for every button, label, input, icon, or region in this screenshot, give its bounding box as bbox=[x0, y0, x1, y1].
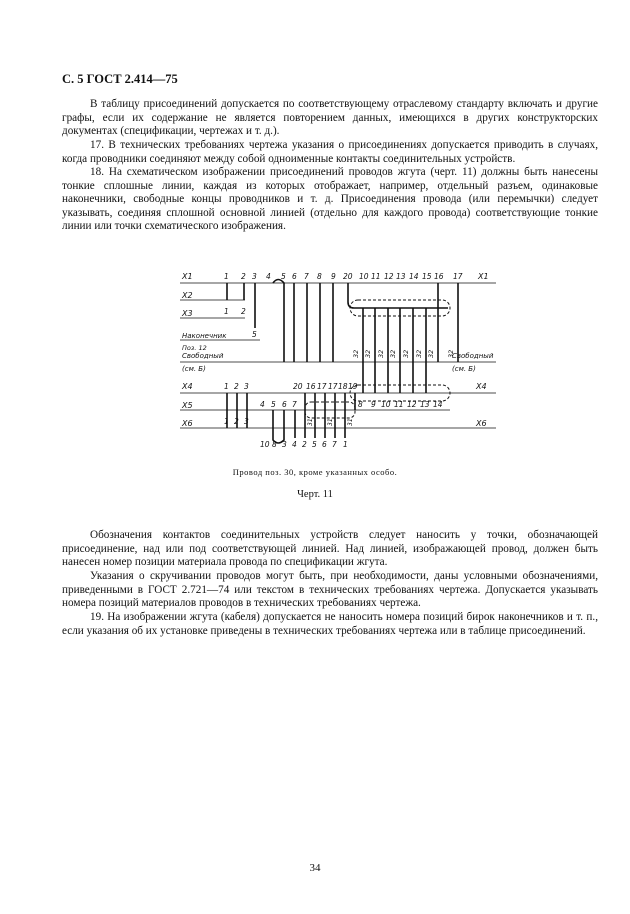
svg-text:32: 32 bbox=[447, 349, 455, 358]
svg-text:12: 12 bbox=[407, 400, 417, 409]
svg-text:16: 16 bbox=[306, 382, 316, 391]
svg-text:1: 1 bbox=[224, 307, 229, 316]
svg-text:32: 32 bbox=[427, 349, 435, 358]
svg-text:4: 4 bbox=[260, 400, 265, 409]
svg-text:11: 11 bbox=[394, 400, 404, 409]
svg-text:10: 10 bbox=[381, 400, 391, 409]
svg-text:10: 10 bbox=[260, 440, 270, 449]
svg-text:X4: X4 bbox=[476, 382, 487, 391]
svg-text:(см. Б): (см. Б) bbox=[182, 365, 206, 373]
svg-text:8: 8 bbox=[317, 272, 322, 281]
svg-text:17: 17 bbox=[317, 382, 327, 391]
svg-text:9: 9 bbox=[371, 400, 376, 409]
svg-text:11: 11 bbox=[371, 272, 381, 281]
svg-text:4: 4 bbox=[266, 272, 271, 281]
page-number: 34 bbox=[309, 862, 321, 874]
svg-text:2: 2 bbox=[234, 382, 239, 391]
svg-text:12: 12 bbox=[384, 272, 394, 281]
svg-text:7: 7 bbox=[292, 400, 297, 409]
svg-text:8: 8 bbox=[272, 440, 277, 449]
harness-connection-diagram bbox=[180, 268, 510, 458]
svg-text:5: 5 bbox=[281, 272, 286, 281]
svg-text:1: 1 bbox=[224, 272, 229, 281]
svg-text:32: 32 bbox=[389, 349, 397, 358]
svg-text:1: 1 bbox=[224, 382, 229, 391]
svg-text:14: 14 bbox=[433, 400, 443, 409]
svg-text:32: 32 bbox=[415, 349, 423, 358]
paragraph-19: 19. На изображении жгута (кабеля) допускается не наносить номера позиций бирок наконечников и т. п., если указания об их установке приведены в технических требованиях чертежа или в таблице присоединений. bbox=[62, 611, 598, 637]
svg-text:3: 3 bbox=[244, 382, 249, 391]
figure-label: Черт. 11 bbox=[297, 489, 333, 500]
svg-text:32: 32 bbox=[352, 349, 360, 358]
paragraph-contacts: Обозначения контактов соединительных устройств следует наносить у точки, обозначающей присоединение, над или под соответствующей линией. Над линией, изображающей провод, должен быть нанесен номер позиции материала провода по спецификации жгута. bbox=[62, 529, 598, 569]
paragraph-18: 18. На схематическом изображении присоединений проводов жгута (черт. 11) должны быть нанесены тонкие сплошные линии, каждая из которых отображает, например, отдельный разъем, одинаковые наконечники, свободные концы проводников и т. д. Присоединения провода (или перемычки) следует указывать, соединяя сплошной основной линией (отдельно для каждого провода) соответствующие тонкие линии или точки схематического изображения. bbox=[62, 166, 598, 233]
svg-text:X1: X1 bbox=[182, 272, 193, 281]
svg-text:32: 32 bbox=[377, 349, 385, 358]
svg-text:5: 5 bbox=[271, 400, 276, 409]
svg-text:18: 18 bbox=[338, 382, 348, 391]
svg-text:Свободный: Свободный bbox=[452, 352, 494, 360]
svg-text:7: 7 bbox=[304, 272, 309, 281]
svg-text:3: 3 bbox=[282, 440, 287, 449]
svg-text:10: 10 bbox=[359, 272, 369, 281]
svg-text:32: 32 bbox=[402, 349, 410, 358]
svg-text:31: 31 bbox=[347, 418, 354, 426]
paragraph-twisting: Указания о скручивании проводов могут быть, при необходимости, даны условными обозначениями, приведенными в ГОСТ 2.721—74 или текстом в технических требованиях чертежа. Допускается указывать номера позиций материалов проводов в технических требованиях чертежа. bbox=[62, 570, 598, 610]
svg-text:X3: X3 bbox=[182, 309, 193, 318]
paragraph-17: 17. В технических требованиях чертежа указания о присоединениях допускается приводить в случаях, когда проводники соединяют между собой одноименные контакты соединительных устройств. bbox=[62, 139, 598, 165]
svg-text:6: 6 bbox=[282, 400, 287, 409]
svg-text:5: 5 bbox=[312, 440, 317, 449]
svg-text:32: 32 bbox=[364, 349, 372, 358]
svg-text:15: 15 bbox=[422, 272, 432, 281]
svg-text:16: 16 bbox=[434, 272, 444, 281]
svg-text:13: 13 bbox=[396, 272, 406, 281]
svg-text:6: 6 bbox=[292, 272, 297, 281]
svg-text:Свободный: Свободный bbox=[182, 352, 224, 360]
svg-text:1: 1 bbox=[343, 440, 348, 449]
svg-text:1: 1 bbox=[224, 417, 229, 426]
svg-text:31: 31 bbox=[307, 418, 314, 426]
svg-text:14: 14 bbox=[409, 272, 419, 281]
svg-text:9: 9 bbox=[331, 272, 336, 281]
svg-text:20: 20 bbox=[293, 382, 303, 391]
page-header: С. 5 ГОСТ 2.414—75 bbox=[62, 72, 178, 86]
svg-text:X6: X6 bbox=[476, 419, 487, 428]
svg-text:X5: X5 bbox=[182, 401, 193, 410]
paragraph-tables: В таблицу присоединений допускается по соответствующему отраслевому стандарту включать и другие графы, если их содержание не является повторением данных, имеющихся в других конструкторских документах (спецификации, чертежах и т. д.). bbox=[62, 98, 598, 138]
svg-text:3: 3 bbox=[252, 272, 257, 281]
svg-text:X4: X4 bbox=[182, 382, 193, 391]
svg-text:X1: X1 bbox=[478, 272, 489, 281]
svg-text:8: 8 bbox=[358, 400, 363, 409]
svg-text:2: 2 bbox=[241, 272, 246, 281]
svg-text:17: 17 bbox=[328, 382, 338, 391]
svg-text:X2: X2 bbox=[182, 291, 193, 300]
svg-text:5: 5 bbox=[252, 330, 257, 339]
svg-text:31: 31 bbox=[327, 418, 334, 426]
svg-text:2: 2 bbox=[241, 307, 246, 316]
svg-text:6: 6 bbox=[322, 440, 327, 449]
svg-text:7: 7 bbox=[332, 440, 337, 449]
svg-text:(см. Б): (см. Б) bbox=[452, 365, 476, 373]
svg-text:Поз. 12: Поз. 12 bbox=[182, 344, 207, 352]
svg-text:20: 20 bbox=[343, 272, 353, 281]
svg-text:Наконечник: Наконечник bbox=[182, 332, 227, 340]
svg-text:2: 2 bbox=[234, 417, 239, 426]
svg-text:13: 13 bbox=[420, 400, 430, 409]
svg-text:X6: X6 bbox=[182, 419, 193, 428]
svg-text:2: 2 bbox=[302, 440, 307, 449]
svg-text:3: 3 bbox=[244, 417, 249, 426]
figure-caption: Провод поз. 30, кроме указанных особо. bbox=[232, 467, 398, 477]
svg-text:17: 17 bbox=[453, 272, 463, 281]
svg-text:4: 4 bbox=[292, 440, 297, 449]
svg-text:19: 19 bbox=[348, 382, 358, 391]
